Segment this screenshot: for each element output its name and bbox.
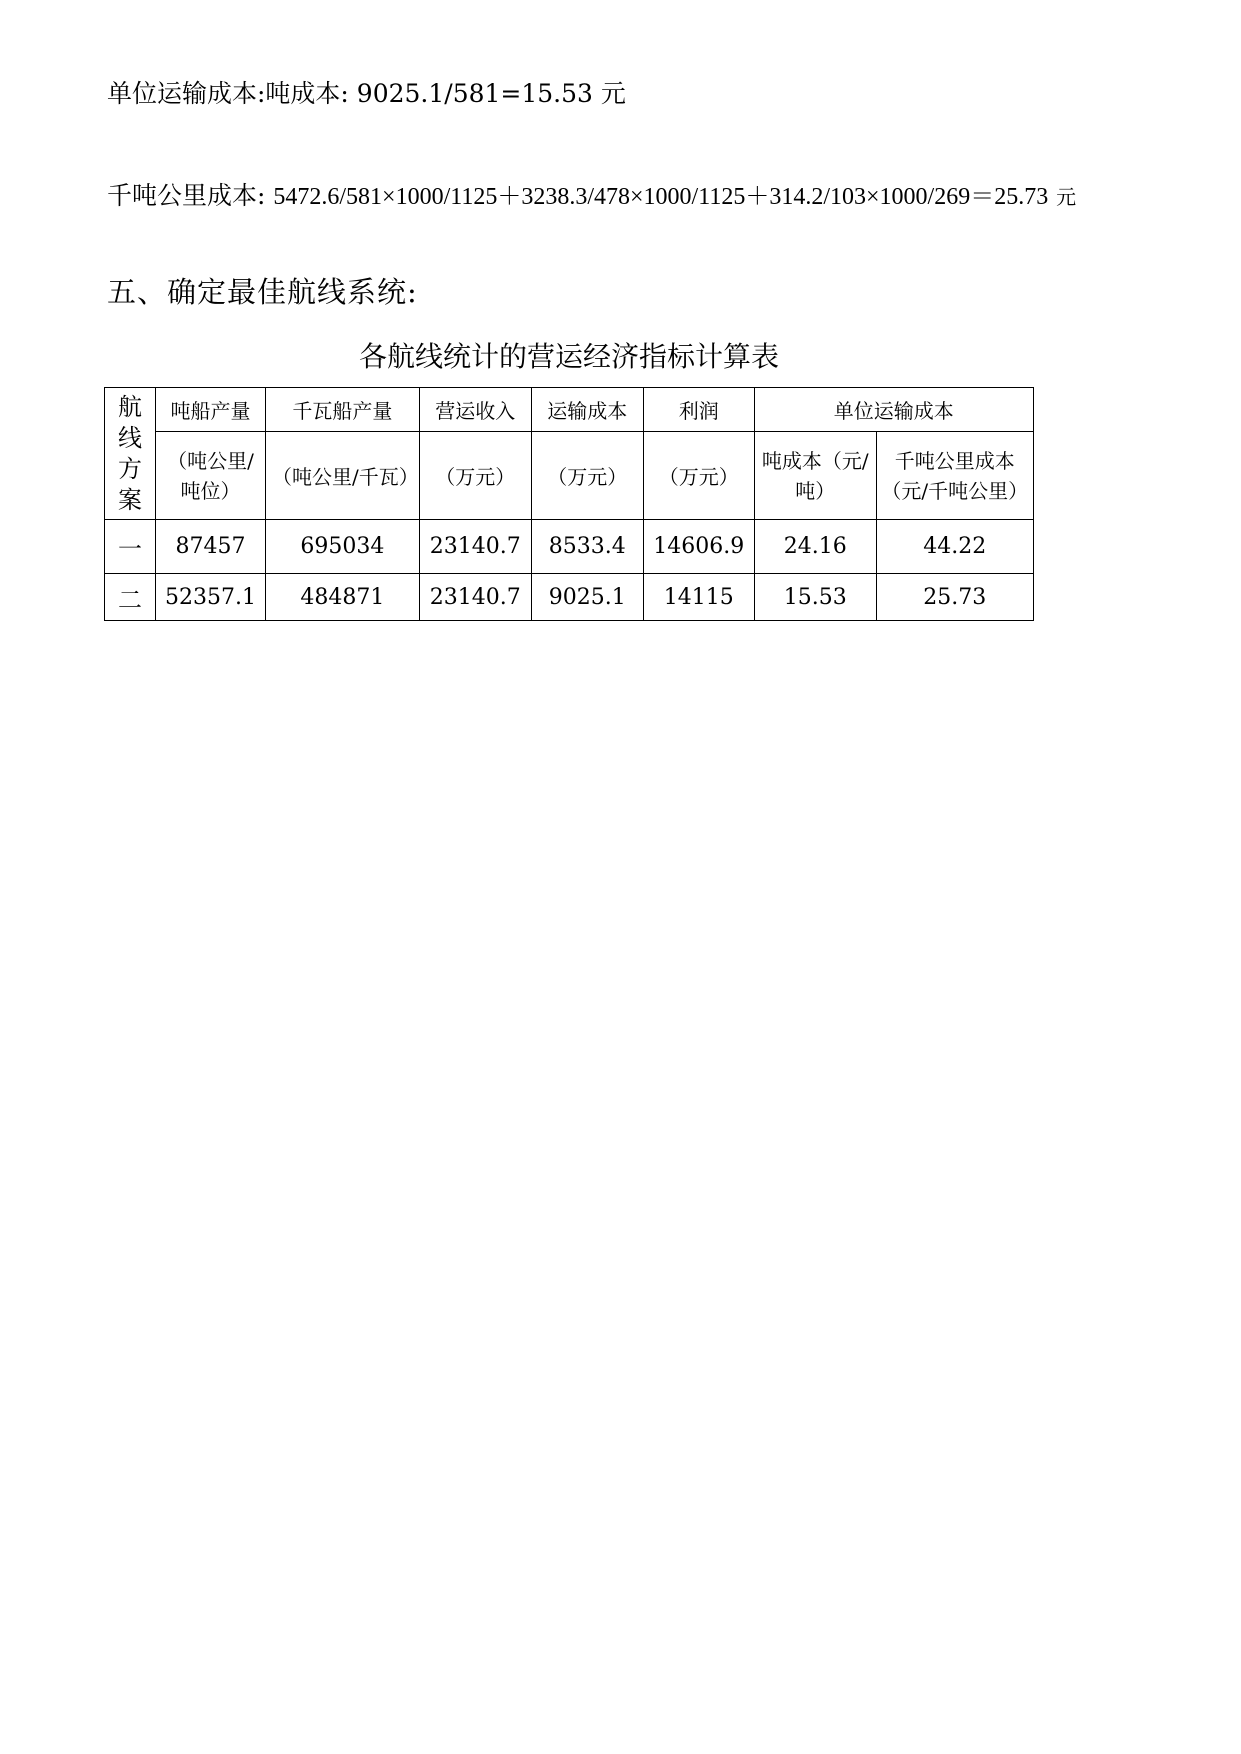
section-heading-colon: : [407, 275, 418, 309]
route-cell: 一 [105, 520, 156, 574]
kt-cost-prefix: 千吨公里成本: [107, 181, 274, 210]
revenue-cell: 23140.7 [419, 520, 531, 574]
profit-cell: 14115 [643, 574, 754, 621]
transport-cost-cell: 8533.4 [531, 520, 643, 574]
kt-cost-formula: 5472.6/581×1000/1125＋3238.3/478×1000/1125＋314.2/103×1000/269＝25.73 [273, 184, 1049, 210]
kw-ship-output-cell: 695034 [266, 520, 420, 574]
ton-ship-output-cell: 87457 [156, 520, 266, 574]
unit-kt-km-cost-cell [876, 432, 1033, 520]
kt-cost-unit: 元 [1056, 185, 1077, 209]
revenue-cell: 23140.7 [419, 574, 531, 621]
ton-cost-cell: 15.53 [754, 574, 876, 621]
table-row [105, 520, 1034, 574]
thousand-ton-km-cost-line [107, 176, 1076, 212]
unit-cost-line: 单位运输成本:吨成本: 9025.1/581=15.53 元 [107, 79, 626, 108]
ton-cost-cell: 24.16 [754, 520, 876, 574]
unit-ton-cost: 吨成本（元/吨） [761, 448, 869, 503]
transport-cost-cell: 9025.1 [531, 574, 643, 621]
route-economics-table [104, 387, 1034, 621]
kw-ship-output-cell: 484871 [266, 574, 420, 621]
unit-revenue: （万元） [419, 432, 531, 520]
header-profit: 利润 [643, 388, 754, 432]
unit-ton-ship-output: （吨公里/吨位） [167, 448, 254, 503]
kt-km-cost-cell: 44.22 [876, 520, 1033, 574]
route-cell: 二 [105, 574, 156, 621]
table-row [105, 574, 1034, 621]
header-unit-cost: 单位运输成本 [754, 388, 1033, 432]
route-header: 航线方案 [118, 392, 142, 514]
route-header-cell [105, 388, 156, 520]
unit-kw-ship-output-cell [266, 432, 420, 520]
unit-kw-ship-output: （吨公里/千瓦） [272, 465, 419, 489]
section-heading [107, 270, 418, 311]
unit-transport-cost: （万元） [531, 432, 643, 520]
unit-ton-ship-output-cell [156, 432, 266, 520]
header-revenue: 营运收入 [419, 388, 531, 432]
header-ton-ship-output: 吨船产量 [156, 388, 266, 432]
unit-ton-cost-cell [754, 432, 876, 520]
profit-cell: 14606.9 [643, 520, 754, 574]
ton-ship-output-cell: 52357.1 [156, 574, 266, 621]
unit-kt-km-cost: 千吨公里成本（元/千吨公里） [881, 448, 1029, 503]
header-kw-ship-output: 千瓦船产量 [266, 388, 420, 432]
unit-profit: （万元） [643, 432, 754, 520]
table-title: 各航线统计的营运经济指标计算表 [358, 340, 779, 373]
kt-km-cost-cell: 25.73 [876, 574, 1033, 621]
section-heading-text: 五、确定最佳航线系统 [107, 275, 408, 309]
header-transport-cost: 运输成本 [531, 388, 643, 432]
